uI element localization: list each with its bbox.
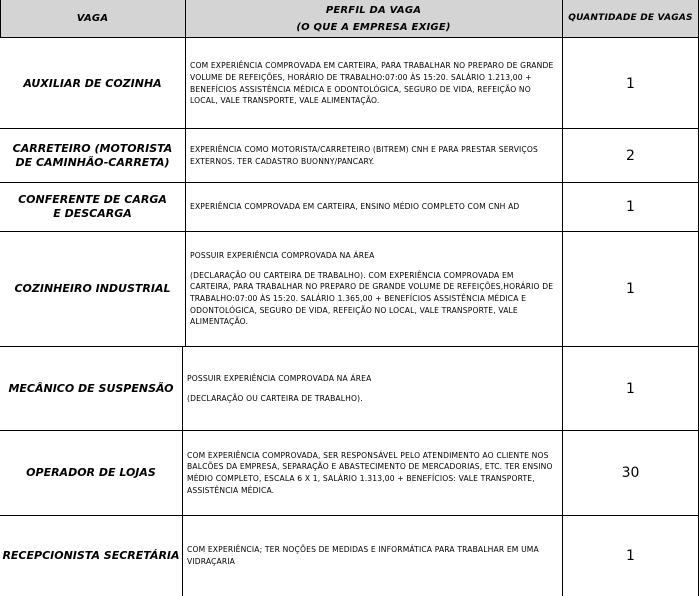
row-quantidade: 1: [626, 199, 635, 215]
perfil-text: POSSUIR EXPERIÊNCIA COMPROVADA NA ÁREA: [187, 373, 372, 383]
perfil-text: (DECLARAÇÃO OU CARTEIRA DE TRABALHO).: [187, 393, 363, 403]
row-perfil: [183, 431, 562, 515]
perfil-text: COM EXPERIÊNCIA COMPROVADA EM CARTEIRA, PARA TRABALHAR NO PREPARO DE GRANDE VOLUME DE REFEIÇÕES, HORÁRIO DE TRABALHO:07:00 ÀS 15:20. SALÁRIO 1.213,00 + BENEFÍCIOS ASSISTÊNCIA MÉDICA E ODONTOLÓGICA, SEGURO DE VIDA, REFEIÇÃO NO LOCAL, VALE TRANSPORTE, VALE ALIMENTAÇÃO.: [190, 61, 554, 106]
row-perfil: [186, 129, 562, 182]
header-perfil-subtitle: (O QUE A EMPRESA EXIGE): [296, 22, 451, 33]
header-perfil-cell: [185, 0, 562, 38]
header-vaga-cell: [0, 0, 185, 38]
row-quantidade: 1: [626, 281, 635, 297]
row-quantidade: 1: [626, 380, 635, 397]
row-vaga: COZINHEIRO INDUSTRIAL: [14, 282, 171, 295]
header-perfil-title: PERFIL DA VAGA: [325, 5, 422, 16]
row-quantidade: 2: [626, 147, 635, 164]
perfil-text: COM EXPERIÊNCIA COMPROVADA, SER RESPONSÁVEL PELO ATENDIMENTO AO CLIENTE NOS BALCÕES DA EMPRESA, SEPARAÇÃO E ABASTECIMENTO DE MERCADORIAS, ETC. TER ENSINO MÉDIO COMPLETO, ESCALA 6 X 1, SALÁRIO 1.313,00 + BENEFÍCIOS: VALE TRANSPORTE, ASSISTÊNCIA MÉDICA.: [187, 450, 553, 495]
column-divider: [0, 0, 1, 38]
row-vaga: CARRETEIRO (MOTORISTA DE CAMINHÃO-CARRETA): [12, 141, 173, 169]
row-quantidade: 1: [626, 548, 635, 564]
perfil-text: EXPERIÊNCIA COMPROVADA EM CARTEIRA, ENSINO MÉDIO COMPLETO COM CNH AD: [190, 202, 520, 212]
row-vaga: AUXILIAR DE COZINHA: [23, 76, 162, 90]
perfil-text: COM EXPERIÊNCIA; TER NOÇÕES DE MEDIDAS E INFORMÁTICA PARA TRABALHAR EM UMA VIDRAÇARIA: [187, 545, 539, 566]
row-perfil: [186, 232, 562, 346]
row-vaga: CONFERENTE DE CARGA E DESCARGA: [18, 193, 167, 220]
row-vaga: MECÂNICO DE SUSPENSÃO: [8, 381, 174, 395]
header-vaga: VAGA: [76, 13, 109, 24]
perfil-text: (DECLARAÇÃO OU CARTEIRA DE TRABALHO). COM EXPERIÊNCIA COMPROVADA EM CARTEIRA, PARA TRABALHAR NO PREPARO DE GRANDE VOLUME DE REFEIÇÕES,HORÁRIO DE TRABALHO:07:00 ÀS 15:20. SALÁRIO 1.365,00 + BENEFÍCIOS ASSISTÊNCIA MÉDICA E ODONTOLÓGICA, SEGURO DE VIDA, REFEIÇÃO NO LOCAL, VALE TRANSPORTE, VALE ALIMENTAÇÃO.: [190, 270, 554, 327]
perfil-text: EXPERIÊNCIA COMO MOTORISTA/CARRETEIRO (BITREM) CNH E PARA PRESTAR SERVIÇOS EXTERNOS. TER CADASTRO BUONNY/PANCARY.: [190, 144, 538, 166]
row-quantidade: 1: [626, 75, 635, 92]
row-perfil: [183, 347, 562, 430]
row-perfil: [186, 183, 562, 231]
header-quantidade: QUANTIDADE DE VAGAS: [568, 13, 693, 23]
row-vaga: RECEPCIONISTA SECRETÁRIA: [2, 549, 180, 562]
row-perfil: [186, 39, 562, 128]
row-vaga: OPERADOR DE LOJAS: [26, 466, 156, 479]
perfil-text: POSSUIR EXPERIÊNCIA COMPROVADA NA ÁREA: [190, 251, 375, 261]
header-quantidade-cell: [562, 0, 699, 38]
row-perfil: [183, 516, 562, 596]
row-quantidade: 30: [621, 465, 640, 481]
